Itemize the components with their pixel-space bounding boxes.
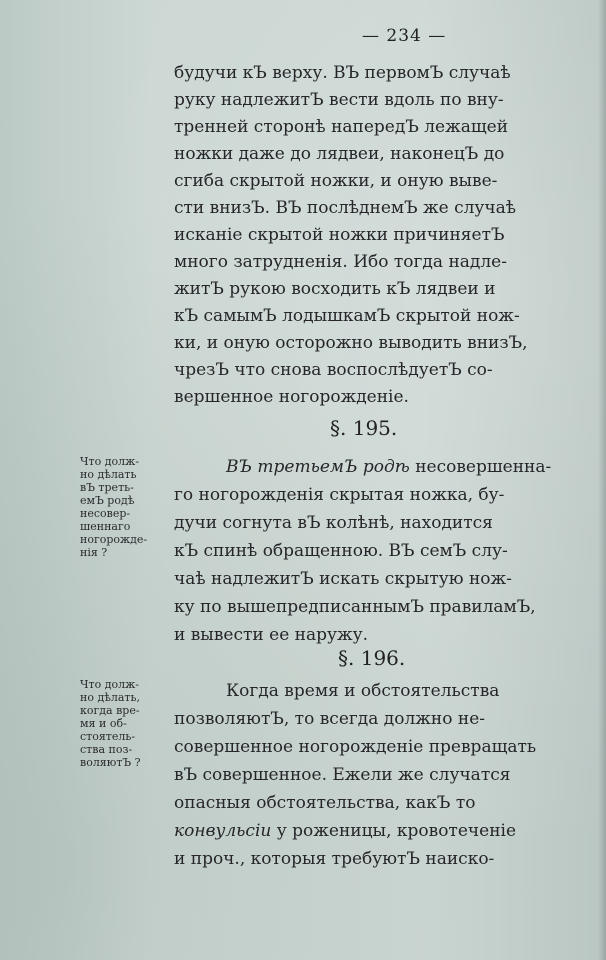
text-line: [226, 454, 551, 480]
text-line: го ногорожденія скрытая ножка, бу-: [174, 485, 505, 505]
margin-line: шеннаго: [80, 520, 131, 533]
margin-line: стоятель-: [80, 730, 136, 743]
section-heading-196: §. 196.: [338, 646, 406, 670]
margin-line: но дѣлать: [80, 468, 137, 481]
margin-line: вЪ треть-: [80, 481, 134, 494]
margin-line: Что долж-: [80, 455, 139, 468]
text-line: дучи согнута вЪ колѣнѣ, находится: [174, 513, 493, 533]
text-line: руку надлежитЪ вести вдоль по вну-: [174, 90, 504, 110]
text-line: сгиба скрытой ножки, и оную выве-: [174, 171, 498, 191]
text-line: кЪ спинѣ обращенною. ВЪ семЪ слу-: [174, 541, 508, 561]
text-line: кЪ самымЪ лодышкамЪ скрытой нож-: [174, 306, 520, 326]
text-line: позволяютЪ, то всегда должно не-: [174, 709, 486, 729]
text-line: [174, 818, 516, 844]
text-line: будучи кЪ верху. ВЪ первомЪ случаѣ: [174, 63, 511, 83]
margin-note-195: [80, 455, 175, 559]
margin-line: нія ?: [80, 546, 108, 559]
text-line: Когда время и обстоятельства: [226, 681, 500, 701]
margin-line: несовер-: [80, 507, 131, 520]
section-heading-195: §. 195.: [330, 416, 398, 440]
margin-note-196: [80, 678, 175, 769]
text-line: тренней сторонѣ напередЪ лежащей: [174, 117, 509, 137]
text-line: много затрудненія. Ибо тогда надле-: [174, 252, 507, 272]
margin-line: воляютЪ ?: [80, 756, 141, 769]
text-line: ку по вышепредписаннымЪ правиламЪ,: [174, 597, 536, 617]
margin-line: ства поз-: [80, 743, 133, 756]
page-edge-shadow: [598, 0, 606, 960]
margin-line: но дѣлать,: [80, 691, 140, 704]
text-line: чрезЪ что снова воспослѣдуетЪ со-: [174, 360, 493, 380]
text-line: ки, и оную осторожно выводить внизЪ,: [174, 333, 528, 353]
italic-term: конвульсіи: [174, 821, 272, 841]
margin-line: ногорожде-: [80, 533, 148, 546]
page-number: — 234 —: [362, 26, 447, 46]
text-line: вершенное ногорожденіе.: [174, 387, 409, 407]
italic-lead: ВЪ третьемЪ родѣ: [226, 457, 410, 477]
text-line: житЪ рукою восходить кЪ лядвеи и: [174, 279, 496, 299]
text-line: исканіе скрытой ножки причиняетЪ: [174, 225, 505, 245]
text-line: опасныя обстоятельства, какЪ то: [174, 793, 476, 813]
text-line: чаѣ надлежитЪ искать скрытую нож-: [174, 569, 512, 589]
margin-line: Что долж-: [80, 678, 139, 691]
text-run: у роженицы, кровотеченіе: [271, 821, 517, 841]
text-line: совершенное ногорожденіе превращать: [174, 737, 537, 757]
text-line: и проч., которыя требуютЪ наиско-: [174, 849, 495, 869]
margin-line: когда вре-: [80, 704, 140, 717]
text-run: несовершенна-: [409, 457, 552, 477]
margin-line: емЪ родѣ: [80, 494, 135, 507]
margin-line: мя и об-: [80, 717, 127, 730]
text-line: сти внизЪ. ВЪ послѣднемЪ же случаѣ: [174, 198, 517, 218]
text-line: ножки даже до лядвеи, наконецЪ до: [174, 144, 505, 164]
text-line: и вывести ее наружу.: [174, 625, 369, 645]
text-line: вЪ совершенное. Ежели же случатся: [174, 765, 511, 785]
